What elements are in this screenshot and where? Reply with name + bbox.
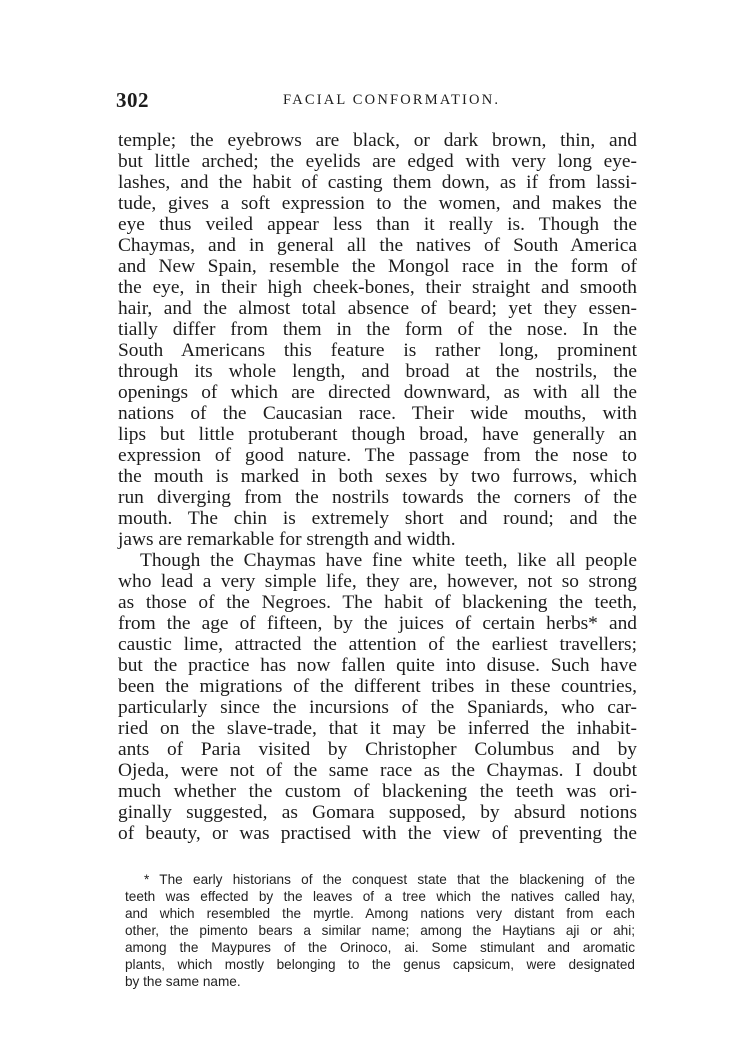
- body-line: ants of Paria visited by Christopher Columbus and by: [118, 739, 637, 760]
- body-line: tude, gives a soft expression to the women, and makes the: [118, 193, 637, 214]
- body-line: hair, and the almost total absence of beard; yet they essen-: [118, 298, 637, 319]
- body-line: the eye, in their high cheek-bones, their straight and smooth: [118, 277, 637, 298]
- footnote-line: plants, which mostly belonging to the genus capsicum, were designated: [125, 957, 635, 972]
- body-line: tially differ from them in the form of the nose. In the: [118, 319, 637, 340]
- footnote-line: by the same name.: [125, 974, 241, 989]
- body-line: particularly since the incursions of the Spaniards, who car-: [118, 697, 637, 718]
- footnote-line: * The early historians of the conquest state that the blackening of the: [144, 872, 635, 887]
- body-line: of beauty, or was practised with the view of preventing the: [118, 823, 637, 844]
- body-line: Ojeda, were not of the same race as the Chaymas. I doubt: [118, 760, 637, 781]
- body-line: from the age of fifteen, by the juices of certain herbs* and: [118, 613, 637, 634]
- body-line: Though the Chaymas have fine white teeth, like all people: [140, 550, 637, 571]
- body-line: caustic lime, attracted the attention of the earliest travellers;: [118, 634, 637, 655]
- body-line: lips but little protuberant though broad, have generally an: [118, 424, 637, 445]
- footnote-line: other, the pimento bears a similar name; among the Haytians aji or ahi;: [125, 923, 635, 938]
- body-line: jaws are remarkable for strength and width.: [118, 529, 456, 550]
- body-line: South Americans this feature is rather long, prominent: [118, 340, 637, 361]
- footnote-line: and which resembled the myrtle. Among nations very distant from each: [125, 906, 635, 921]
- body-line: run diverging from the nostrils towards the corners of the: [118, 487, 637, 508]
- body-line: but little arched; the eyelids are edged with very long eye-: [118, 151, 637, 172]
- body-line: ried on the slave-trade, that it may be inferred the inhabit-: [118, 718, 637, 739]
- body-line: much whether the custom of blackening the teeth was ori-: [118, 781, 637, 802]
- body-line: ginally suggested, as Gomara supposed, by absurd notions: [118, 802, 637, 823]
- body-line: eye thus veiled appear less than it really is. Though the: [118, 214, 637, 235]
- body-line: as those of the Negroes. The habit of blackening the teeth,: [118, 592, 637, 613]
- body-line: nations of the Caucasian race. Their wide mouths, with: [118, 403, 637, 424]
- footnote-line: among the Maypures of the Orinoco, ai. Some stimulant and aromatic: [125, 940, 635, 955]
- body-line: who lead a very simple life, they are, however, not so strong: [118, 571, 637, 592]
- body-line: through its whole length, and broad at the nostrils, the: [118, 361, 637, 382]
- body-line: mouth. The chin is extremely short and round; and the: [118, 508, 637, 529]
- body-line: and New Spain, resemble the Mongol race in the form of: [118, 256, 637, 277]
- running-title: FACIAL CONFORMATION.: [283, 92, 501, 108]
- body-line: but the practice has now fallen quite into disuse. Such have: [118, 655, 637, 676]
- body-line: temple; the eyebrows are black, or dark brown, thin, and: [118, 130, 637, 151]
- footnote-line: teeth was effected by the leaves of a tree which the natives called hay,: [125, 889, 635, 904]
- body-line: Chaymas, and in general all the natives of South America: [118, 235, 637, 256]
- body-line: openings of which are directed downward, as with all the: [118, 382, 637, 403]
- body-line: expression of good nature. The passage from the nose to: [118, 445, 637, 466]
- body-line: the mouth is marked in both sexes by two furrows, which: [118, 466, 637, 487]
- page-number: 302: [116, 88, 149, 112]
- body-line: lashes, and the habit of casting them down, as if from lassi-: [118, 172, 637, 193]
- body-line: been the migrations of the different tribes in these countries,: [118, 676, 637, 697]
